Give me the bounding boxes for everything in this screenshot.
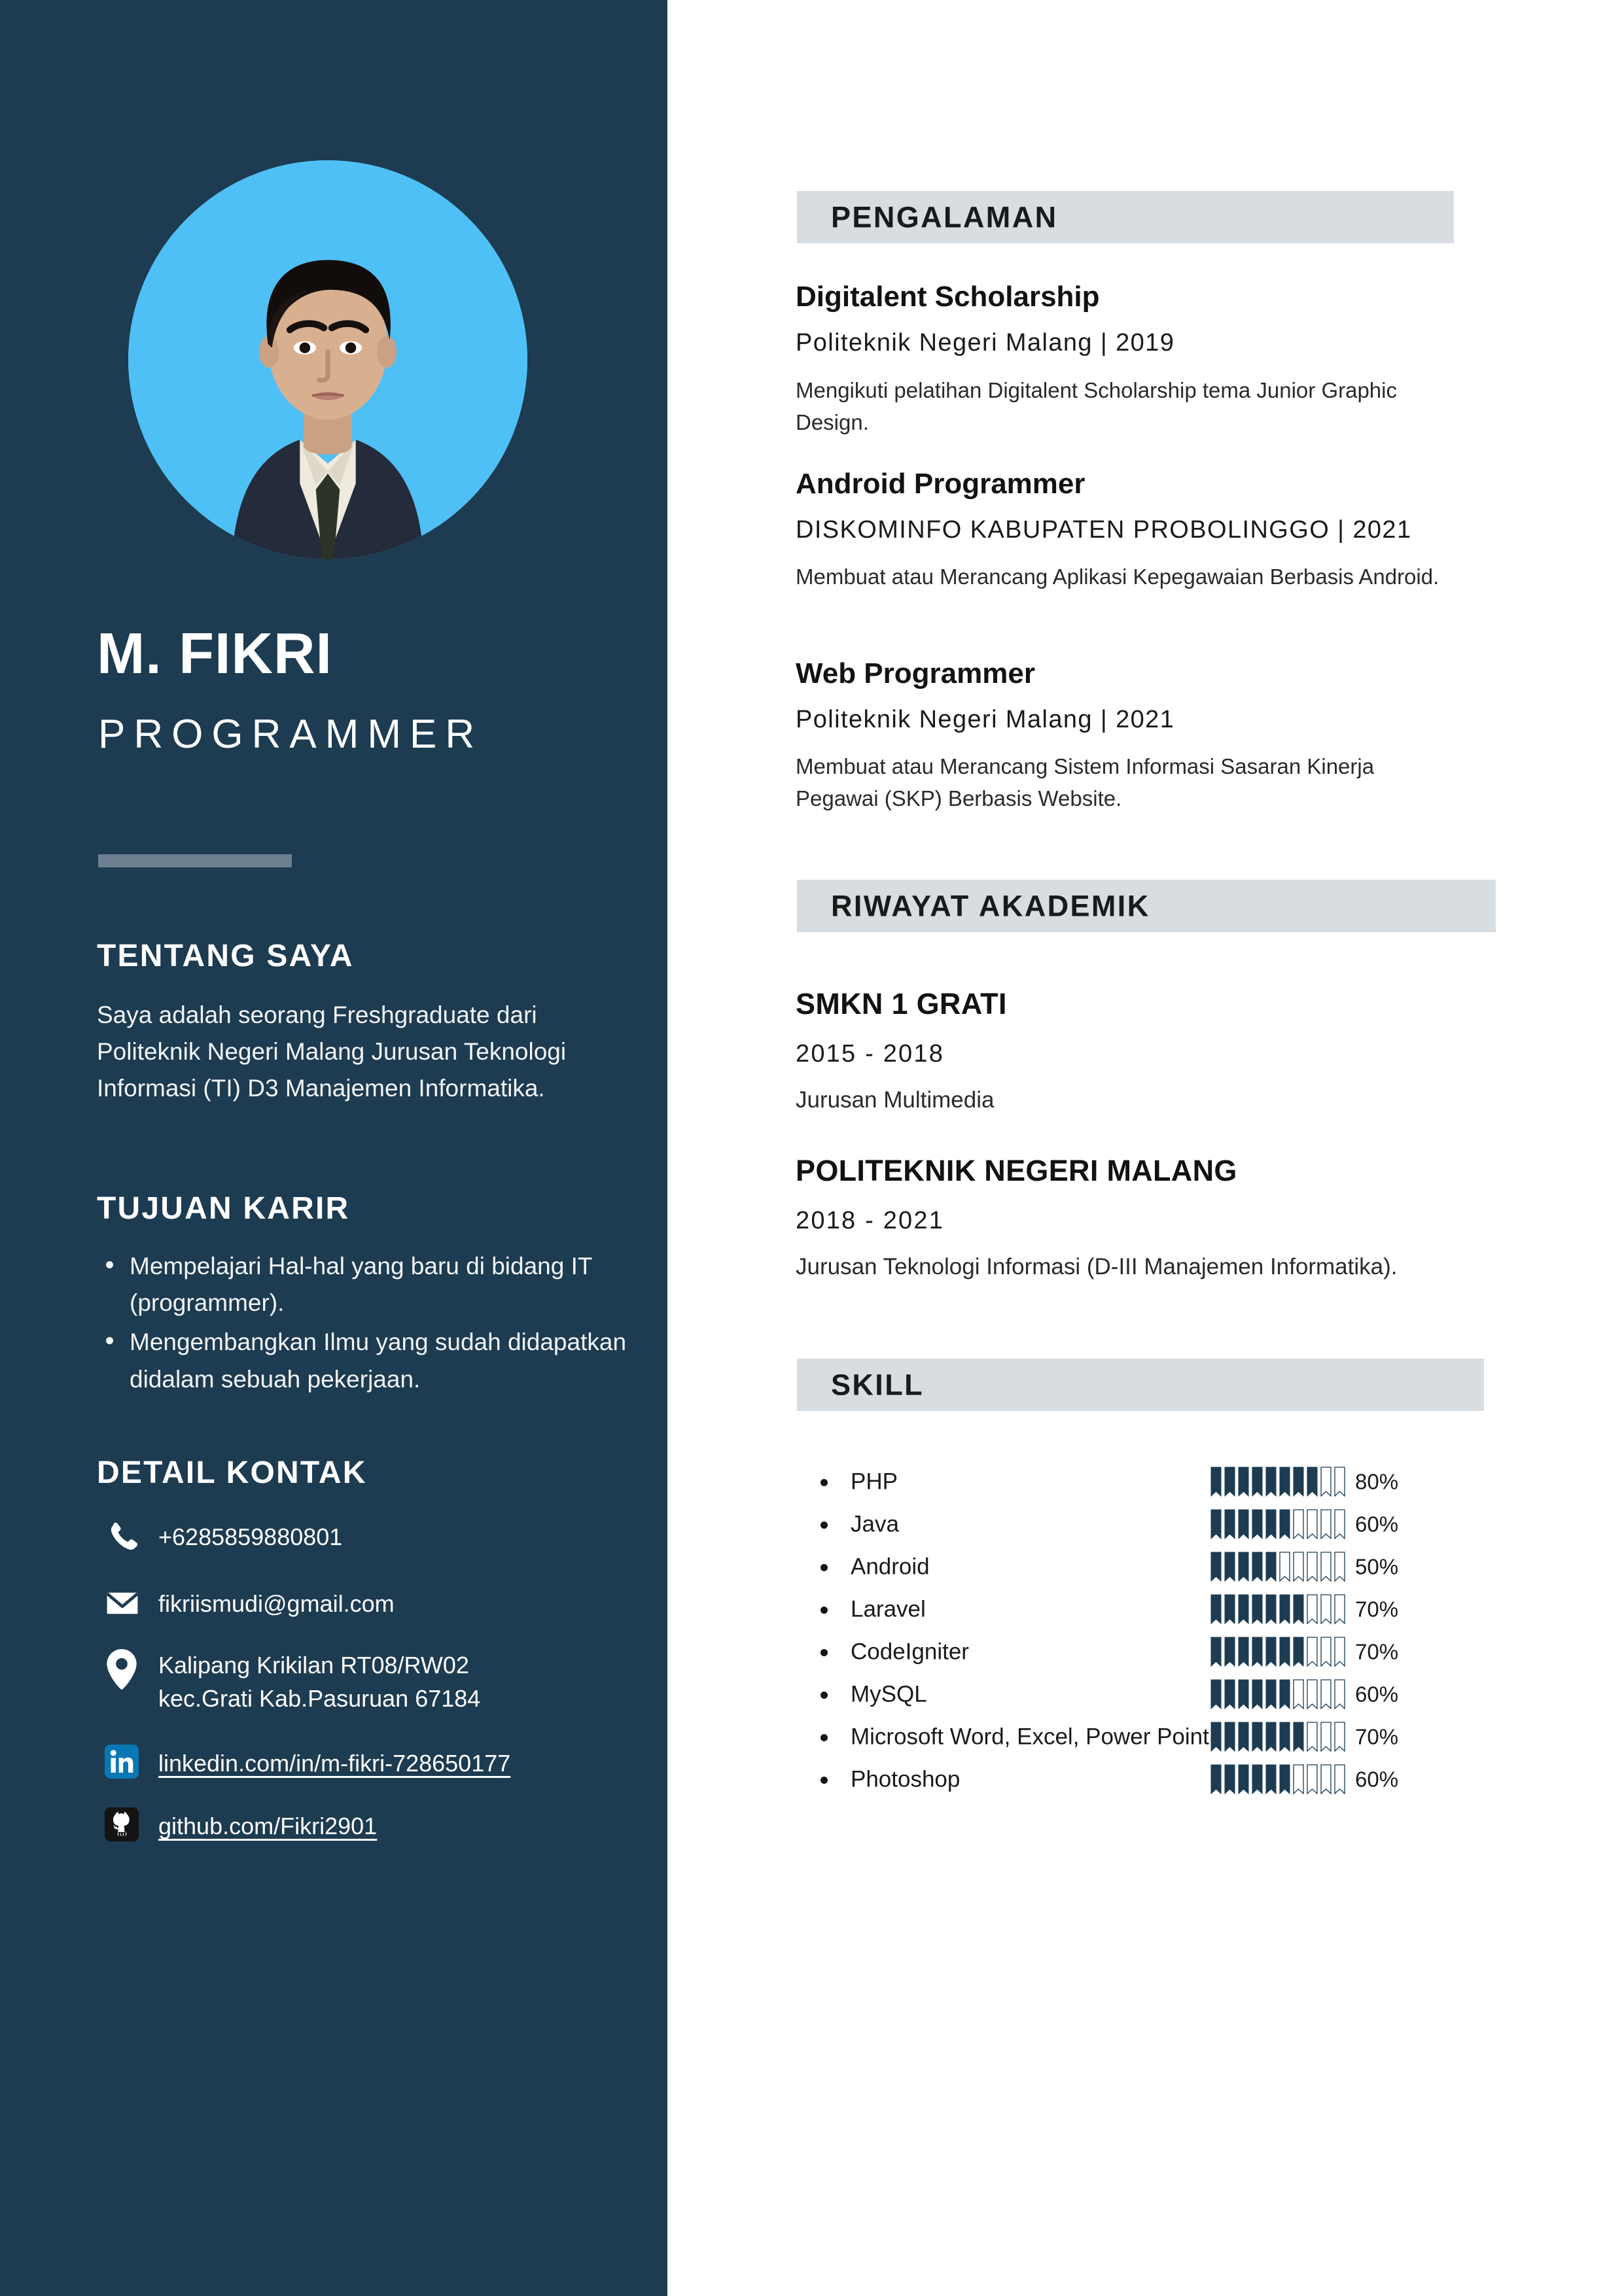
contact-row-linkedin[interactable] — [105, 1740, 641, 1784]
section-header-skill — [797, 1359, 1484, 1411]
skill-segment-filled — [1224, 1467, 1235, 1497]
skill-meter — [1210, 1594, 1345, 1624]
section-header-education — [797, 880, 1496, 932]
skill-segment-filled — [1238, 1509, 1249, 1539]
list-item — [130, 1248, 627, 1321]
section-title: SKILL — [831, 1368, 924, 1402]
divider — [98, 854, 292, 867]
phone-icon — [105, 1515, 154, 1558]
career-goal-heading: TUJUAN KARIR — [97, 1191, 350, 1226]
skill-segment-empty — [1334, 1552, 1345, 1582]
skill-label: CodeIgniter — [851, 1639, 969, 1664]
experience-org: DISKOMINFO KABUPATEN PROBOLINGGO | 2021 — [796, 516, 1412, 544]
contact-list — [105, 1515, 641, 1866]
skill-segment-empty — [1307, 1679, 1318, 1709]
skill-segment-empty — [1334, 1637, 1345, 1667]
skill-segment-empty — [1320, 1552, 1332, 1582]
skill-segment-empty — [1307, 1764, 1318, 1794]
education-desc: Jurusan Teknologi Informasi (D-III Manajemen Informatika). — [796, 1254, 1398, 1279]
address-text — [154, 1648, 480, 1715]
career-goal-list — [97, 1248, 627, 1400]
skill-segment-filled — [1210, 1509, 1222, 1539]
skill-segment-filled — [1252, 1764, 1263, 1794]
skill-segment-empty — [1279, 1552, 1290, 1582]
skill-segment-filled — [1210, 1637, 1222, 1667]
contact-row-phone — [105, 1515, 641, 1559]
main-content — [667, 0, 1624, 2296]
experience-title: Android Programmer — [796, 468, 1086, 500]
skill-segment-filled — [1265, 1722, 1277, 1752]
skill-segment-empty — [1320, 1509, 1332, 1539]
skill-segment-filled — [1265, 1509, 1277, 1539]
skill-meter — [1210, 1679, 1345, 1709]
skill-segment-filled — [1252, 1594, 1263, 1624]
bullet-icon — [821, 1564, 828, 1571]
career-goal-item-text: Mempelajari Hal-hal yang baru di bidang IT (programmer). — [130, 1253, 592, 1317]
skill-row — [796, 1588, 1496, 1630]
education-desc: Jurusan Multimedia — [796, 1087, 995, 1113]
skill-row — [796, 1460, 1496, 1503]
skill-segment-filled — [1279, 1679, 1290, 1709]
skill-segment-filled — [1210, 1594, 1222, 1624]
skill-meter — [1210, 1637, 1345, 1667]
skill-segment-filled — [1265, 1594, 1277, 1624]
avatar — [128, 160, 527, 559]
skill-segment-filled — [1238, 1467, 1249, 1497]
address-line-2: kec.Grati Kab.Pasuruan 67184 — [158, 1685, 481, 1713]
skill-segment-filled — [1238, 1552, 1249, 1582]
education-years: 2015 - 2018 — [796, 1040, 945, 1068]
skill-segment-empty — [1307, 1509, 1318, 1539]
experience-title: Digitalent Scholarship — [796, 281, 1100, 313]
skill-row — [796, 1715, 1496, 1758]
sidebar — [0, 0, 667, 2296]
skill-segment-empty — [1320, 1722, 1332, 1752]
skill-meter — [1210, 1552, 1345, 1582]
skill-percent: 60% — [1355, 1767, 1399, 1791]
skill-segment-filled — [1265, 1679, 1277, 1709]
experience-title: Web Programmer — [796, 657, 1035, 689]
skill-segment-empty — [1307, 1722, 1318, 1752]
skill-segment-filled — [1224, 1722, 1235, 1752]
skill-meter — [1210, 1467, 1345, 1497]
skill-segment-filled — [1252, 1637, 1263, 1667]
skill-segment-filled — [1224, 1764, 1235, 1794]
bullet-icon — [821, 1649, 828, 1656]
skill-segment-filled — [1252, 1509, 1263, 1539]
address-line-1: Kalipang Krikilan RT08/RW02 — [158, 1652, 469, 1679]
skill-percent: 50% — [1355, 1554, 1399, 1578]
bullet-icon — [106, 1337, 113, 1344]
bullet-icon — [106, 1261, 113, 1268]
education-school: POLITEKNIK NEGERI MALANG — [796, 1154, 1237, 1187]
skill-segment-empty — [1334, 1594, 1345, 1624]
skill-segment-empty — [1293, 1552, 1304, 1582]
skill-segment-empty — [1334, 1764, 1345, 1794]
skill-segment-empty — [1334, 1679, 1345, 1709]
linkedin-icon[interactable] — [105, 1740, 154, 1783]
skill-percent: 60% — [1355, 1682, 1399, 1706]
skill-segment-filled — [1238, 1594, 1249, 1624]
experience-desc: Membuat atau Merancang Sistem Informasi Sasaran Kinerja Pegawai (SKP) Berbasis Website. — [796, 754, 1375, 810]
skill-segment-filled — [1279, 1764, 1290, 1794]
github-icon[interactable] — [105, 1803, 154, 1846]
skill-segment-filled — [1279, 1594, 1290, 1624]
skill-label: Microsoft Word, Excel, Power Point — [851, 1724, 1209, 1749]
skill-percent: 70% — [1355, 1597, 1399, 1621]
skill-segment-filled — [1224, 1552, 1235, 1582]
skill-row — [796, 1545, 1496, 1588]
experience-org: Politeknik Negeri Malang | 2021 — [796, 706, 1175, 733]
contact-heading: DETAIL KONTAK — [97, 1455, 367, 1490]
skill-segment-filled — [1279, 1467, 1290, 1497]
skill-segment-filled — [1265, 1552, 1277, 1582]
section-title: RIWAYAT AKADEMIK — [831, 889, 1150, 923]
skill-segment-empty — [1307, 1637, 1318, 1667]
skill-label: Photoshop — [851, 1766, 961, 1792]
skill-segment-filled — [1224, 1637, 1235, 1667]
section-title: PENGALAMAN — [831, 200, 1058, 234]
about-text: Saya adalah seorang Freshgraduate dari Politeknik Negeri Malang Jurusan Teknologi Informasi (TI) D3 Manajemen Informatika. — [97, 1001, 567, 1102]
skill-segment-empty — [1334, 1467, 1345, 1497]
about-heading: TENTANG SAYA — [97, 939, 354, 973]
skill-percent: 60% — [1355, 1512, 1399, 1536]
list-item — [130, 1324, 627, 1397]
skill-segment-filled — [1224, 1594, 1235, 1624]
skill-segment-empty — [1320, 1594, 1332, 1624]
skill-segment-filled — [1293, 1467, 1304, 1497]
phone-text: +6285859880801 — [158, 1523, 343, 1550]
skill-meter — [1210, 1722, 1345, 1752]
skill-percent: 70% — [1355, 1639, 1399, 1663]
skill-segment-empty — [1320, 1637, 1332, 1667]
location-icon — [105, 1648, 154, 1692]
skill-segment-empty — [1293, 1509, 1304, 1539]
skill-segment-empty — [1334, 1509, 1345, 1539]
profile-role: PROGRAMMER — [98, 712, 484, 757]
skill-row — [796, 1630, 1496, 1673]
skill-segment-filled — [1252, 1552, 1263, 1582]
skill-segment-empty — [1293, 1764, 1304, 1794]
skill-meter — [1210, 1509, 1345, 1539]
skill-segment-filled — [1293, 1722, 1304, 1752]
email-text: fikriismudi@gmail.com — [158, 1590, 395, 1617]
skill-percent: 70% — [1355, 1724, 1399, 1748]
skill-segment-filled — [1238, 1764, 1249, 1794]
skill-segment-filled — [1252, 1467, 1263, 1497]
contact-row-email — [105, 1582, 641, 1626]
skill-list — [796, 1460, 1496, 1800]
skill-segment-filled — [1210, 1552, 1222, 1582]
bullet-icon — [821, 1479, 828, 1486]
bullet-icon — [821, 1522, 828, 1529]
bullet-icon — [821, 1607, 828, 1614]
skill-segment-empty — [1320, 1764, 1332, 1794]
contact-row-github[interactable] — [105, 1803, 641, 1847]
skill-label: Java — [851, 1511, 899, 1537]
skill-segment-filled — [1293, 1594, 1304, 1624]
skill-row — [796, 1503, 1496, 1545]
skill-segment-filled — [1293, 1637, 1304, 1667]
skill-segment-filled — [1279, 1722, 1290, 1752]
skill-segment-filled — [1210, 1467, 1222, 1497]
skill-segment-filled — [1210, 1764, 1222, 1794]
bullet-icon — [821, 1777, 828, 1784]
skill-segment-filled — [1265, 1467, 1277, 1497]
skill-segment-filled — [1210, 1722, 1222, 1752]
skill-segment-filled — [1238, 1637, 1249, 1667]
skill-segment-empty — [1320, 1467, 1332, 1497]
education-school: SMKN 1 GRATI — [796, 987, 1007, 1020]
experience-desc: Mengikuti pelatihan Digitalent Scholarship tema Junior Graphic Design. — [796, 378, 1397, 434]
skill-row — [796, 1673, 1496, 1715]
skill-label: PHP — [851, 1469, 898, 1494]
experience-desc: Membuat atau Merancang Aplikasi Kepegawaian Berbasis Android. — [796, 565, 1439, 589]
skill-segment-filled — [1252, 1679, 1263, 1709]
skill-segment-filled — [1265, 1764, 1277, 1794]
github-text[interactable]: github.com/Fikri2901 — [158, 1813, 378, 1840]
skill-segment-empty — [1307, 1552, 1318, 1582]
skill-segment-empty — [1320, 1679, 1332, 1709]
skill-segment-filled — [1238, 1679, 1249, 1709]
bullet-icon — [821, 1692, 828, 1699]
skill-label: MySQL — [851, 1681, 927, 1707]
skill-segment-empty — [1307, 1594, 1318, 1624]
skill-segment-filled — [1265, 1637, 1277, 1667]
skill-segment-filled — [1279, 1637, 1290, 1667]
skill-segment-filled — [1252, 1722, 1263, 1752]
contact-row-address — [105, 1648, 641, 1715]
skill-percent: 80% — [1355, 1469, 1399, 1493]
skill-label: Laravel — [851, 1596, 926, 1622]
skill-segment-filled — [1307, 1467, 1318, 1497]
skill-segment-filled — [1210, 1679, 1222, 1709]
page-title: M. FIKRI — [97, 621, 332, 686]
bullet-icon — [821, 1734, 828, 1741]
skill-segment-filled — [1238, 1722, 1249, 1752]
skill-segment-empty — [1334, 1722, 1345, 1752]
skill-label: Android — [851, 1554, 930, 1579]
portrait-photo-illustration — [128, 160, 527, 559]
skill-segment-filled — [1224, 1509, 1235, 1539]
experience-org: Politeknik Negeri Malang | 2019 — [796, 329, 1175, 357]
skill-segment-empty — [1293, 1679, 1304, 1709]
skill-row — [796, 1758, 1496, 1800]
skill-segment-filled — [1279, 1509, 1290, 1539]
email-icon — [105, 1582, 154, 1625]
skill-meter — [1210, 1764, 1345, 1794]
education-years: 2018 - 2021 — [796, 1207, 945, 1234]
career-goal-item-text: Mengembangkan Ilmu yang sudah didapatkan didalam sebuah pekerjaan. — [130, 1329, 627, 1393]
skill-segment-filled — [1224, 1679, 1235, 1709]
linkedin-text[interactable]: linkedin.com/in/m-fikri-728650177 — [158, 1750, 511, 1777]
section-header-experience — [797, 191, 1454, 243]
